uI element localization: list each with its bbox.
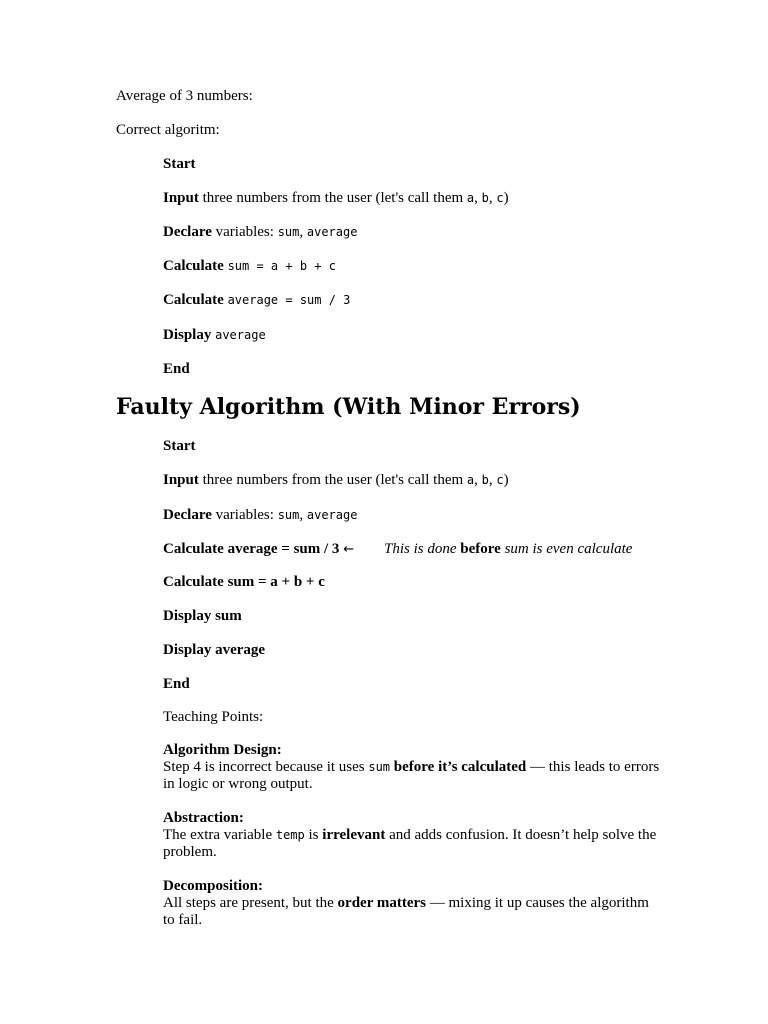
teaching-point-heading: Algorithm Design: (163, 742, 282, 758)
teaching-point-heading: Decomposition: (163, 878, 263, 894)
faulty-step-start: Start (163, 438, 196, 454)
faulty-step-note: This is done before sum is even calculate (384, 541, 633, 557)
document-title: Average of 3 numbers: (116, 88, 253, 104)
correct-step-start: Start (163, 156, 196, 172)
faulty-step-calc-sum: Calculate sum = a + b + c (163, 574, 325, 590)
correct-step-calc-average: Calculate average = sum / 3 (163, 292, 351, 308)
faulty-step-display-sum: Display sum (163, 608, 242, 624)
correct-step-display: Display average (163, 327, 266, 343)
correct-step-calc-sum: Calculate sum = a + b + c (163, 258, 336, 274)
faulty-step-input: Input three numbers from the user (let's call them a, b, c) (163, 472, 509, 488)
teaching-point-decomposition: Decomposition: All steps are present, but the order matters — mixing it up causes the algorithm to fail. (163, 878, 649, 928)
left-arrow-icon: ← (343, 542, 355, 557)
correct-step-declare: Declare variables: sum, average (163, 224, 358, 240)
faulty-step-display-average: Display average (163, 642, 266, 658)
faulty-step-declare: Declare variables: sum, average (163, 507, 358, 523)
correct-algorithm-label: Correct algoritm: (116, 122, 220, 138)
teaching-points-title: Teaching Points: (163, 709, 264, 725)
teaching-point-abstraction: Abstraction: The extra variable temp is irrelevant and adds confusion. It doesn’t help solve the problem. (163, 810, 657, 860)
teaching-point-design: Algorithm Design: Step 4 is incorrect because it uses sum before it’s calculated — this leads to errors in logic or wrong output. (163, 742, 660, 792)
correct-step-end: End (163, 361, 190, 377)
faulty-step-end: End (163, 676, 190, 692)
faulty-step-calc-average: Calculate average = sum / 3 ← (163, 541, 355, 557)
correct-step-input: Input three numbers from the user (let's call them a, b, c) (163, 190, 509, 206)
faulty-heading: Faulty Algorithm (With Minor Errors) (116, 394, 581, 420)
teaching-point-heading: Abstraction: (163, 810, 244, 826)
